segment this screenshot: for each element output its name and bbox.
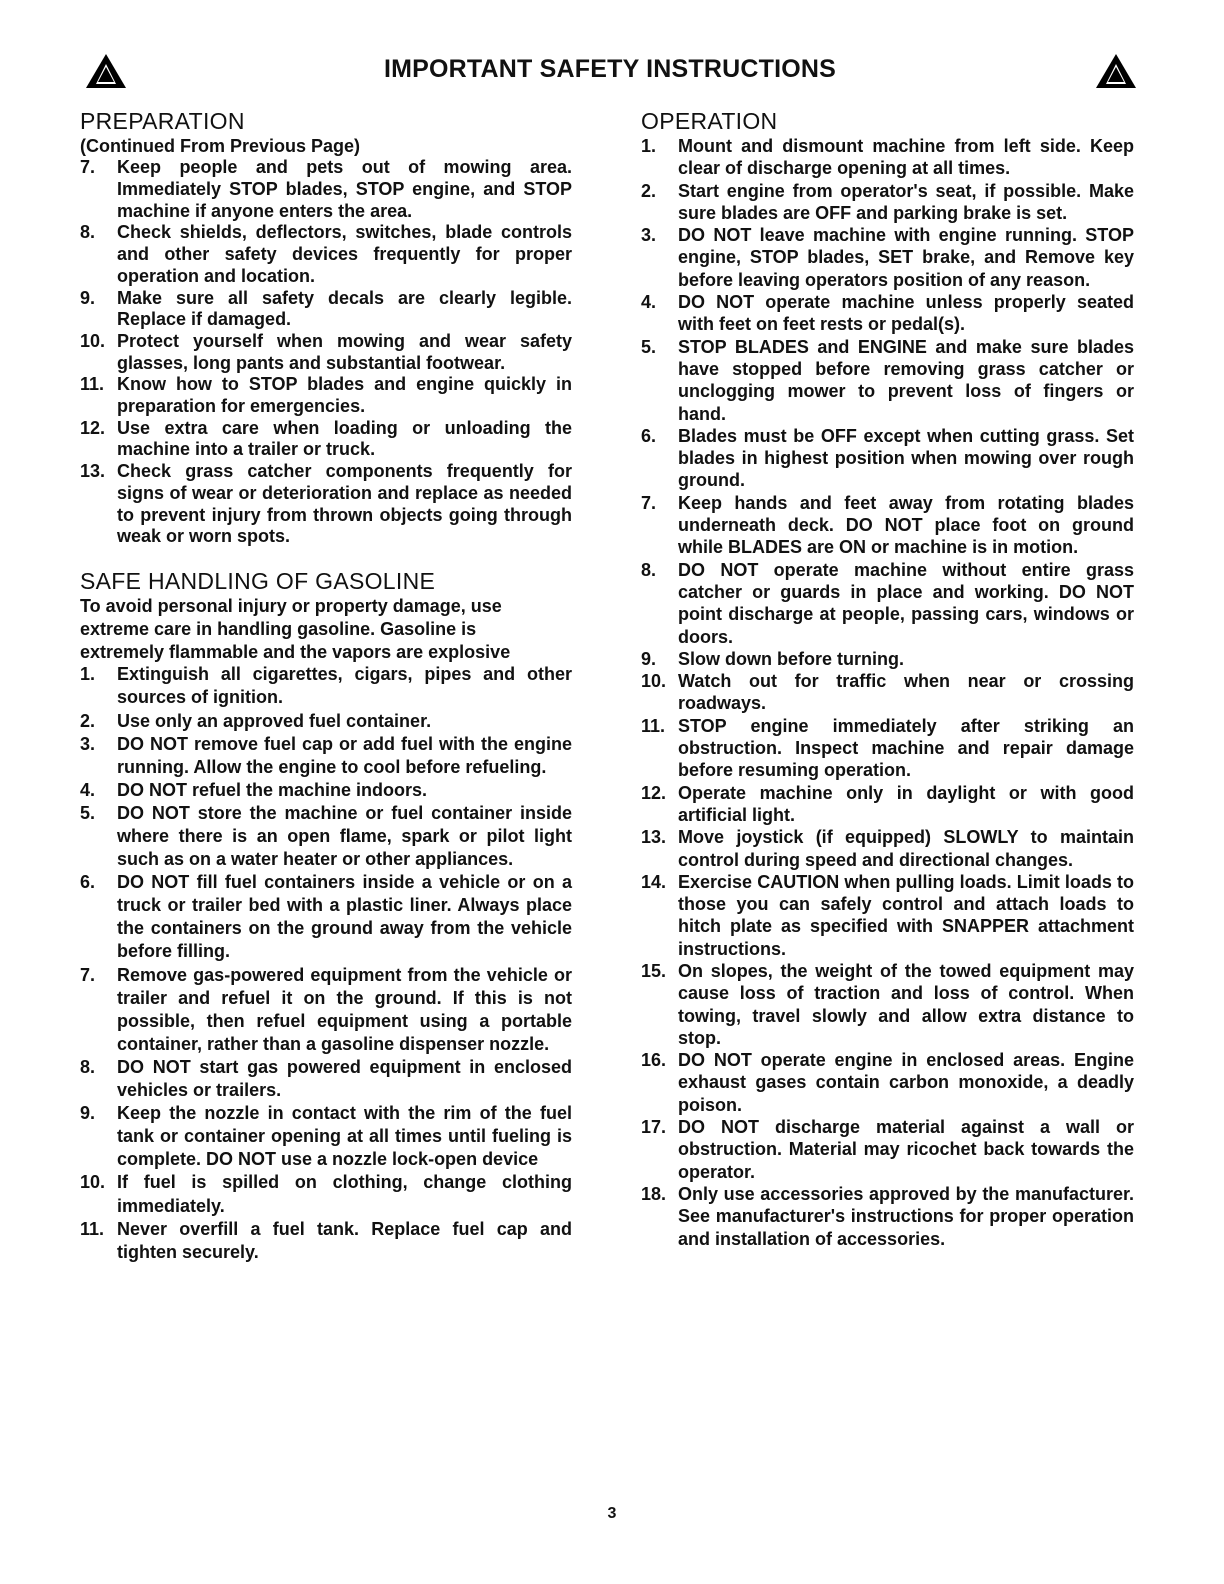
item-text: Watch out for traffic when near or crossing roadways.: [678, 671, 1134, 714]
list-item: [80, 964, 572, 1056]
item-text: Extinguish all cigarettes, cigars, pipes and other sources of ignition.: [117, 664, 572, 708]
gasoline-list: [80, 663, 572, 1263]
item-text: Start engine from operator's seat, if possible. Make sure blades are OFF and parking brake is set.: [678, 180, 1134, 223]
item-text: DO NOT leave machine with engine running. STOP engine, STOP blades, SET brake, and Remove key before leaving operators position of any reason.: [678, 225, 1134, 290]
item-text: Use extra care when loading or unloading the machine into a trailer or truck.: [117, 417, 572, 460]
list-item: [80, 222, 572, 287]
preparation-list: [80, 157, 572, 548]
item-number: 4.: [80, 779, 96, 800]
item-number: 18.: [641, 1183, 667, 1204]
item-number: 3.: [80, 733, 96, 754]
item-number: 2.: [80, 710, 96, 731]
operation-list: [641, 135, 1134, 1250]
list-item: [641, 1116, 1134, 1183]
list-item: [641, 425, 1134, 492]
page-title: IMPORTANT SAFETY INSTRUCTIONS: [383, 55, 837, 83]
list-item: [80, 1218, 572, 1264]
list-item: [641, 224, 1134, 291]
item-text: Protect yourself when mowing and wear safety glasses, long pants and substantial footwear.: [117, 330, 572, 373]
list-item: [641, 871, 1134, 960]
list-item: [641, 648, 1134, 670]
item-number: 8.: [80, 222, 96, 243]
item-number: 7.: [641, 492, 657, 513]
item-text: DO NOT remove fuel cap or add fuel with the engine running. Allow the engine to cool before refueling.: [117, 733, 572, 777]
item-text: Keep hands and feet away from rotating blades underneath deck. DO NOT place foot on ground while BLADES are ON or machine is in motion.: [678, 492, 1134, 558]
list-item: [80, 331, 572, 374]
item-text: Make sure all safety decals are clearly legible. Replace if damaged.: [117, 287, 572, 330]
list-item: [80, 710, 572, 733]
page-header: [80, 52, 1140, 92]
list-item: [80, 374, 572, 417]
item-number: 12.: [641, 782, 667, 803]
item-text: DO NOT operate machine without entire grass catcher or guards in place and working. DO NOT point discharge at people, passing cars, windows or doors.: [678, 559, 1134, 647]
item-text: DO NOT fill fuel containers inside a vehicle or on a truck or trailer bed with a plastic liner. Always place the containers on the ground away from the vehicle before filling.: [117, 872, 572, 962]
list-item: [80, 461, 572, 548]
item-number: 6.: [80, 872, 96, 893]
list-item: [80, 418, 572, 461]
item-number: 1.: [641, 136, 657, 156]
item-text: Exercise CAUTION when pulling loads. Limit loads to those you can safely control and attach loads to hitch plate as specified with SNAPPER attachment instructions.: [678, 871, 1134, 959]
item-text: Move joystick (if equipped) SLOWLY to maintain control during speed and directional changes.: [678, 827, 1134, 870]
item-text: DO NOT operate engine in enclosed areas. Engine exhaust gases contain carbon monoxide, a deadly poison.: [678, 1050, 1134, 1115]
item-number: 11.: [80, 374, 105, 395]
list-item: [641, 826, 1134, 871]
warning-triangle-icon: [1094, 52, 1138, 90]
list-item: [641, 1049, 1134, 1116]
item-text: STOP BLADES and ENGINE and make sure blades have stopped before removing grass catcher or unclogging mower to prevent loss of fingers or hand.: [678, 336, 1134, 424]
item-number: 13.: [80, 461, 106, 482]
item-number: 9.: [80, 287, 96, 308]
list-item: [641, 782, 1134, 827]
item-text: On slopes, the weight of the towed equipment may cause loss of traction and loss of control. When towing, travel slowly and allow extra distance to stop.: [678, 960, 1134, 1048]
item-text: Only use accessories approved by the manufacturer. See manufacturer's instructions for proper operation and installation of accessories.: [678, 1183, 1134, 1249]
item-number: 10.: [641, 671, 667, 692]
item-number: 11.: [80, 1218, 105, 1239]
item-number: 16.: [641, 1050, 667, 1071]
operation-heading: OPERATION: [641, 108, 778, 134]
list-item: [641, 670, 1134, 715]
item-text: DO NOT operate machine unless properly seated with feet on feet rests or pedal(s).: [678, 292, 1134, 335]
item-number: 2.: [641, 180, 657, 201]
item-text: DO NOT start gas powered equipment in enclosed vehicles or trailers.: [117, 1056, 572, 1101]
item-text: Use only an approved fuel container.: [117, 710, 432, 731]
item-number: 14.: [641, 871, 667, 892]
intro-line: To avoid personal injury or property damage, use: [80, 595, 502, 616]
list-item: [641, 291, 1134, 336]
item-text: Slow down before turning.: [678, 648, 904, 669]
item-text: STOP engine immediately after striking an obstruction. Inspect machine and repair damage before resuming operation.: [678, 715, 1134, 781]
item-number: 5.: [80, 802, 96, 823]
item-number: 9.: [80, 1103, 96, 1124]
list-item: [641, 336, 1134, 425]
intro-line: extremely flammable and the vapors are explosive: [80, 641, 511, 662]
list-item: [80, 288, 572, 331]
item-number: 10.: [80, 330, 106, 351]
item-text: DO NOT discharge material against a wall or obstruction. Material may ricochet back towards the operator.: [678, 1117, 1134, 1182]
item-text: Know how to STOP blades and engine quickly in preparation for emergencies.: [117, 374, 572, 417]
item-text: Mount and dismount machine from left side. Keep clear of discharge opening at all times.: [678, 136, 1134, 179]
list-item: [80, 779, 572, 802]
item-text: Keep people and pets out of mowing area. Immediately STOP blades, STOP engine, and STOP machine if anyone enters the area.: [117, 157, 572, 221]
item-number: 7.: [80, 964, 96, 985]
item-number: 1.: [80, 664, 96, 685]
list-item: [80, 802, 572, 871]
right-column: [641, 108, 1134, 1250]
left-column: [80, 108, 572, 1264]
item-text: Check shields, deflectors, switches, blade controls and other safety devices frequently for proper operation and location.: [117, 222, 572, 286]
list-item: [80, 157, 572, 222]
gasoline-heading: SAFE HANDLING OF GASOLINE: [80, 567, 436, 594]
list-item: [80, 1102, 572, 1171]
item-number: 7.: [80, 157, 96, 178]
item-number: 4.: [641, 292, 657, 313]
list-item: [80, 1056, 572, 1102]
list-item: [80, 733, 572, 779]
list-item: [641, 559, 1134, 648]
item-text: Remove gas-powered equipment from the vehicle or trailer and refuel it on the ground. If this is not possible, then refuel equipment using a portable container, rather than a gasoline dispenser nozzle.: [117, 964, 572, 1054]
intro-line: extreme care in handling gasoline. Gasoline is: [80, 618, 477, 639]
list-item: [641, 960, 1134, 1049]
item-number: 13.: [641, 827, 667, 848]
item-number: 12.: [80, 417, 106, 438]
page-number: 3: [607, 1505, 617, 1522]
item-text: If fuel is spilled on clothing, change clothing immediately.: [117, 1172, 572, 1216]
list-item: [641, 135, 1134, 180]
preparation-heading: PREPARATION: [80, 108, 245, 134]
item-text: Never overfill a fuel tank. Replace fuel cap and tighten securely.: [117, 1218, 572, 1262]
list-item: [80, 1171, 572, 1217]
item-number: 17.: [641, 1117, 667, 1138]
item-text: Keep the nozzle in contact with the rim of the fuel tank or container opening at all times until fueling is complete. DO NOT use a nozzle lock-open device: [117, 1103, 572, 1170]
list-item: [641, 180, 1134, 225]
list-item: [641, 492, 1134, 559]
item-number: 8.: [641, 559, 657, 580]
item-number: 8.: [80, 1056, 96, 1077]
item-text: Blades must be OFF except when cutting grass. Set blades in highest position when mowing over rough ground.: [678, 425, 1134, 491]
item-text: DO NOT store the machine or fuel container inside where there is an open flame, spark or pilot light such as on a water heater or other appliances.: [117, 802, 572, 870]
item-text: DO NOT refuel the machine indoors.: [117, 779, 428, 800]
item-number: 3.: [641, 225, 657, 246]
item-number: 6.: [641, 425, 657, 446]
item-number: 5.: [641, 336, 657, 357]
item-number: 9.: [641, 648, 657, 669]
item-number: 10.: [80, 1172, 106, 1193]
item-text: Check grass catcher components frequently for signs of wear or deterioration and replace as needed to prevent injury from thrown objects going through weak or worn spots.: [117, 461, 572, 547]
item-number: 15.: [641, 960, 667, 981]
preparation-subheading: (Continued From Previous Page): [80, 136, 361, 156]
gasoline-intro: [80, 595, 572, 663]
list-item: [641, 1183, 1134, 1250]
item-text: Operate machine only in daylight or with good artificial light.: [678, 782, 1134, 825]
item-number: 11.: [641, 715, 666, 736]
list-item: [641, 715, 1134, 782]
list-item: [80, 663, 572, 709]
list-item: [80, 871, 572, 963]
